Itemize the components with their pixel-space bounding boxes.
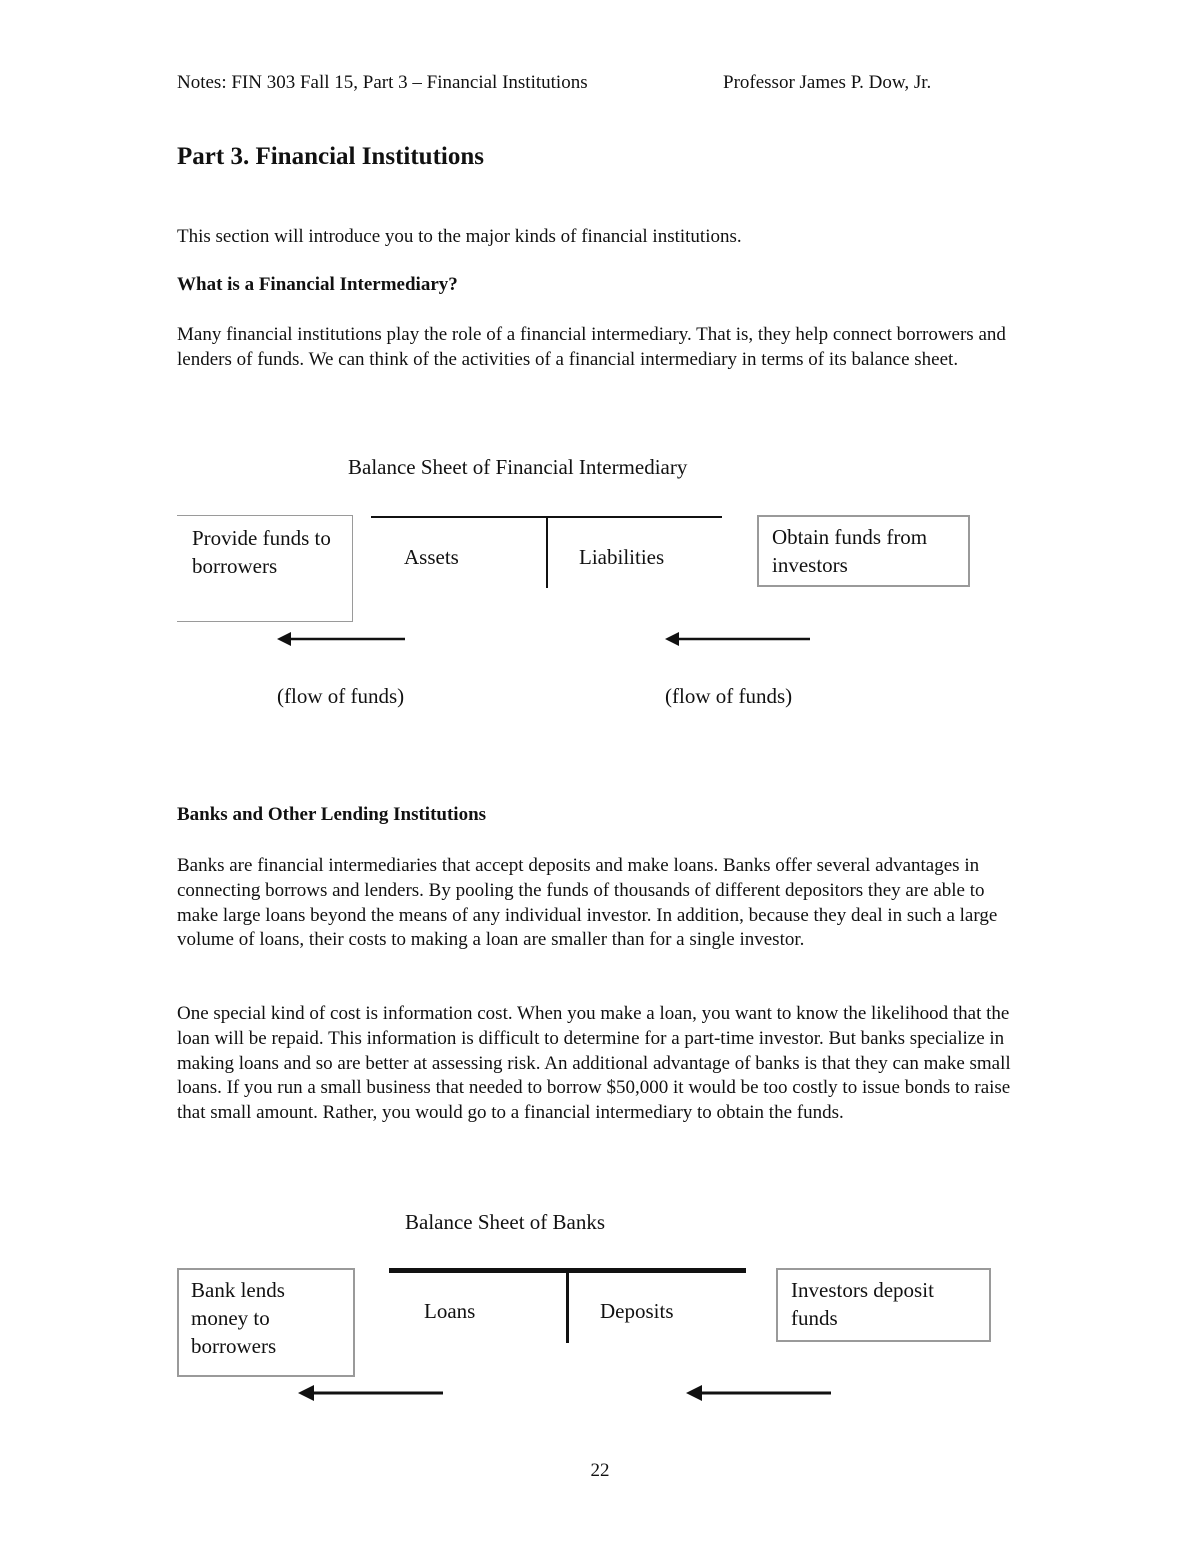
section-heading-banks: Banks and Other Lending Institutions xyxy=(177,804,487,825)
provide-funds-label: Provide funds to borrowers xyxy=(192,526,331,578)
investors-deposit-label: Investors deposit funds xyxy=(791,1278,934,1330)
banks-paragraph-1: Banks are financial intermediaries that accept deposits and make loans. Banks offer several advantages in connecting borrows and lenders. By pooling the funds of thousands of different depositors they are able to make large loans beyond the means of any individual investor. In addition, because they deal in such a large volume of loans, their costs to making a loan are smaller than for a single investor. xyxy=(177,855,998,951)
bank-lends-box xyxy=(177,1268,355,1377)
intro-paragraph: This section will introduce you to the major kinds of financial institutions. xyxy=(177,226,742,247)
intermediary-paragraph: Many financial institutions play the role of a financial intermediary. That is, they help connect borrowers and lenders of funds. We can think of the activities of a financial intermediary in terms of its balance sheet. xyxy=(177,324,1006,370)
flow-arrow-left-icon xyxy=(275,628,410,650)
flow-of-funds-right: (flow of funds) xyxy=(665,684,793,708)
obtain-funds-label: Obtain funds from investors xyxy=(772,525,928,577)
page-number: 22 xyxy=(590,1460,610,1481)
loans-label: Loans xyxy=(424,1299,476,1323)
bank-arrow-left-icon xyxy=(296,1382,446,1404)
header-course: Notes: FIN 303 Fall 15, Part 3 – Financial Institutions xyxy=(177,72,588,93)
bank-t-account-divider xyxy=(566,1272,569,1343)
banks-paragraph-2: One special kind of cost is information cost. When you make a loan, you want to know the likelihood that the loan will be repaid. This information is difficult to determine for a part-time investor. But banks specialize in making loans and so are better at assessing risk. An additional advantage of banks is that they can make small loans. If you run a small business that needed to borrow $50,000 it would be too costly to issue bonds to raise that small amount. Rather, you would go to a financial intermediary to obtain the funds. xyxy=(177,1003,1011,1124)
flow-arrow-right-icon xyxy=(663,628,813,650)
liabilities-label: Liabilities xyxy=(579,545,665,569)
diagram-title-banks: Balance Sheet of Banks xyxy=(405,1210,606,1234)
flow-of-funds-left: (flow of funds) xyxy=(277,684,405,708)
header-professor: Professor James P. Dow, Jr. xyxy=(723,72,932,93)
diagram-title-intermediary: Balance Sheet of Financial Intermediary xyxy=(348,455,688,479)
bank-arrow-right-icon xyxy=(684,1382,834,1404)
page-title: Part 3. Financial Institutions xyxy=(177,143,484,170)
assets-label: Assets xyxy=(404,545,459,569)
section-heading-intermediary: What is a Financial Intermediary? xyxy=(177,274,458,295)
t-account-divider xyxy=(546,517,548,588)
bank-lends-label: Bank lends money to borrowers xyxy=(191,1278,285,1358)
provide-funds-box xyxy=(177,515,353,622)
obtain-funds-box xyxy=(757,515,970,587)
deposits-label: Deposits xyxy=(600,1299,674,1323)
investors-deposit-box xyxy=(776,1268,991,1342)
